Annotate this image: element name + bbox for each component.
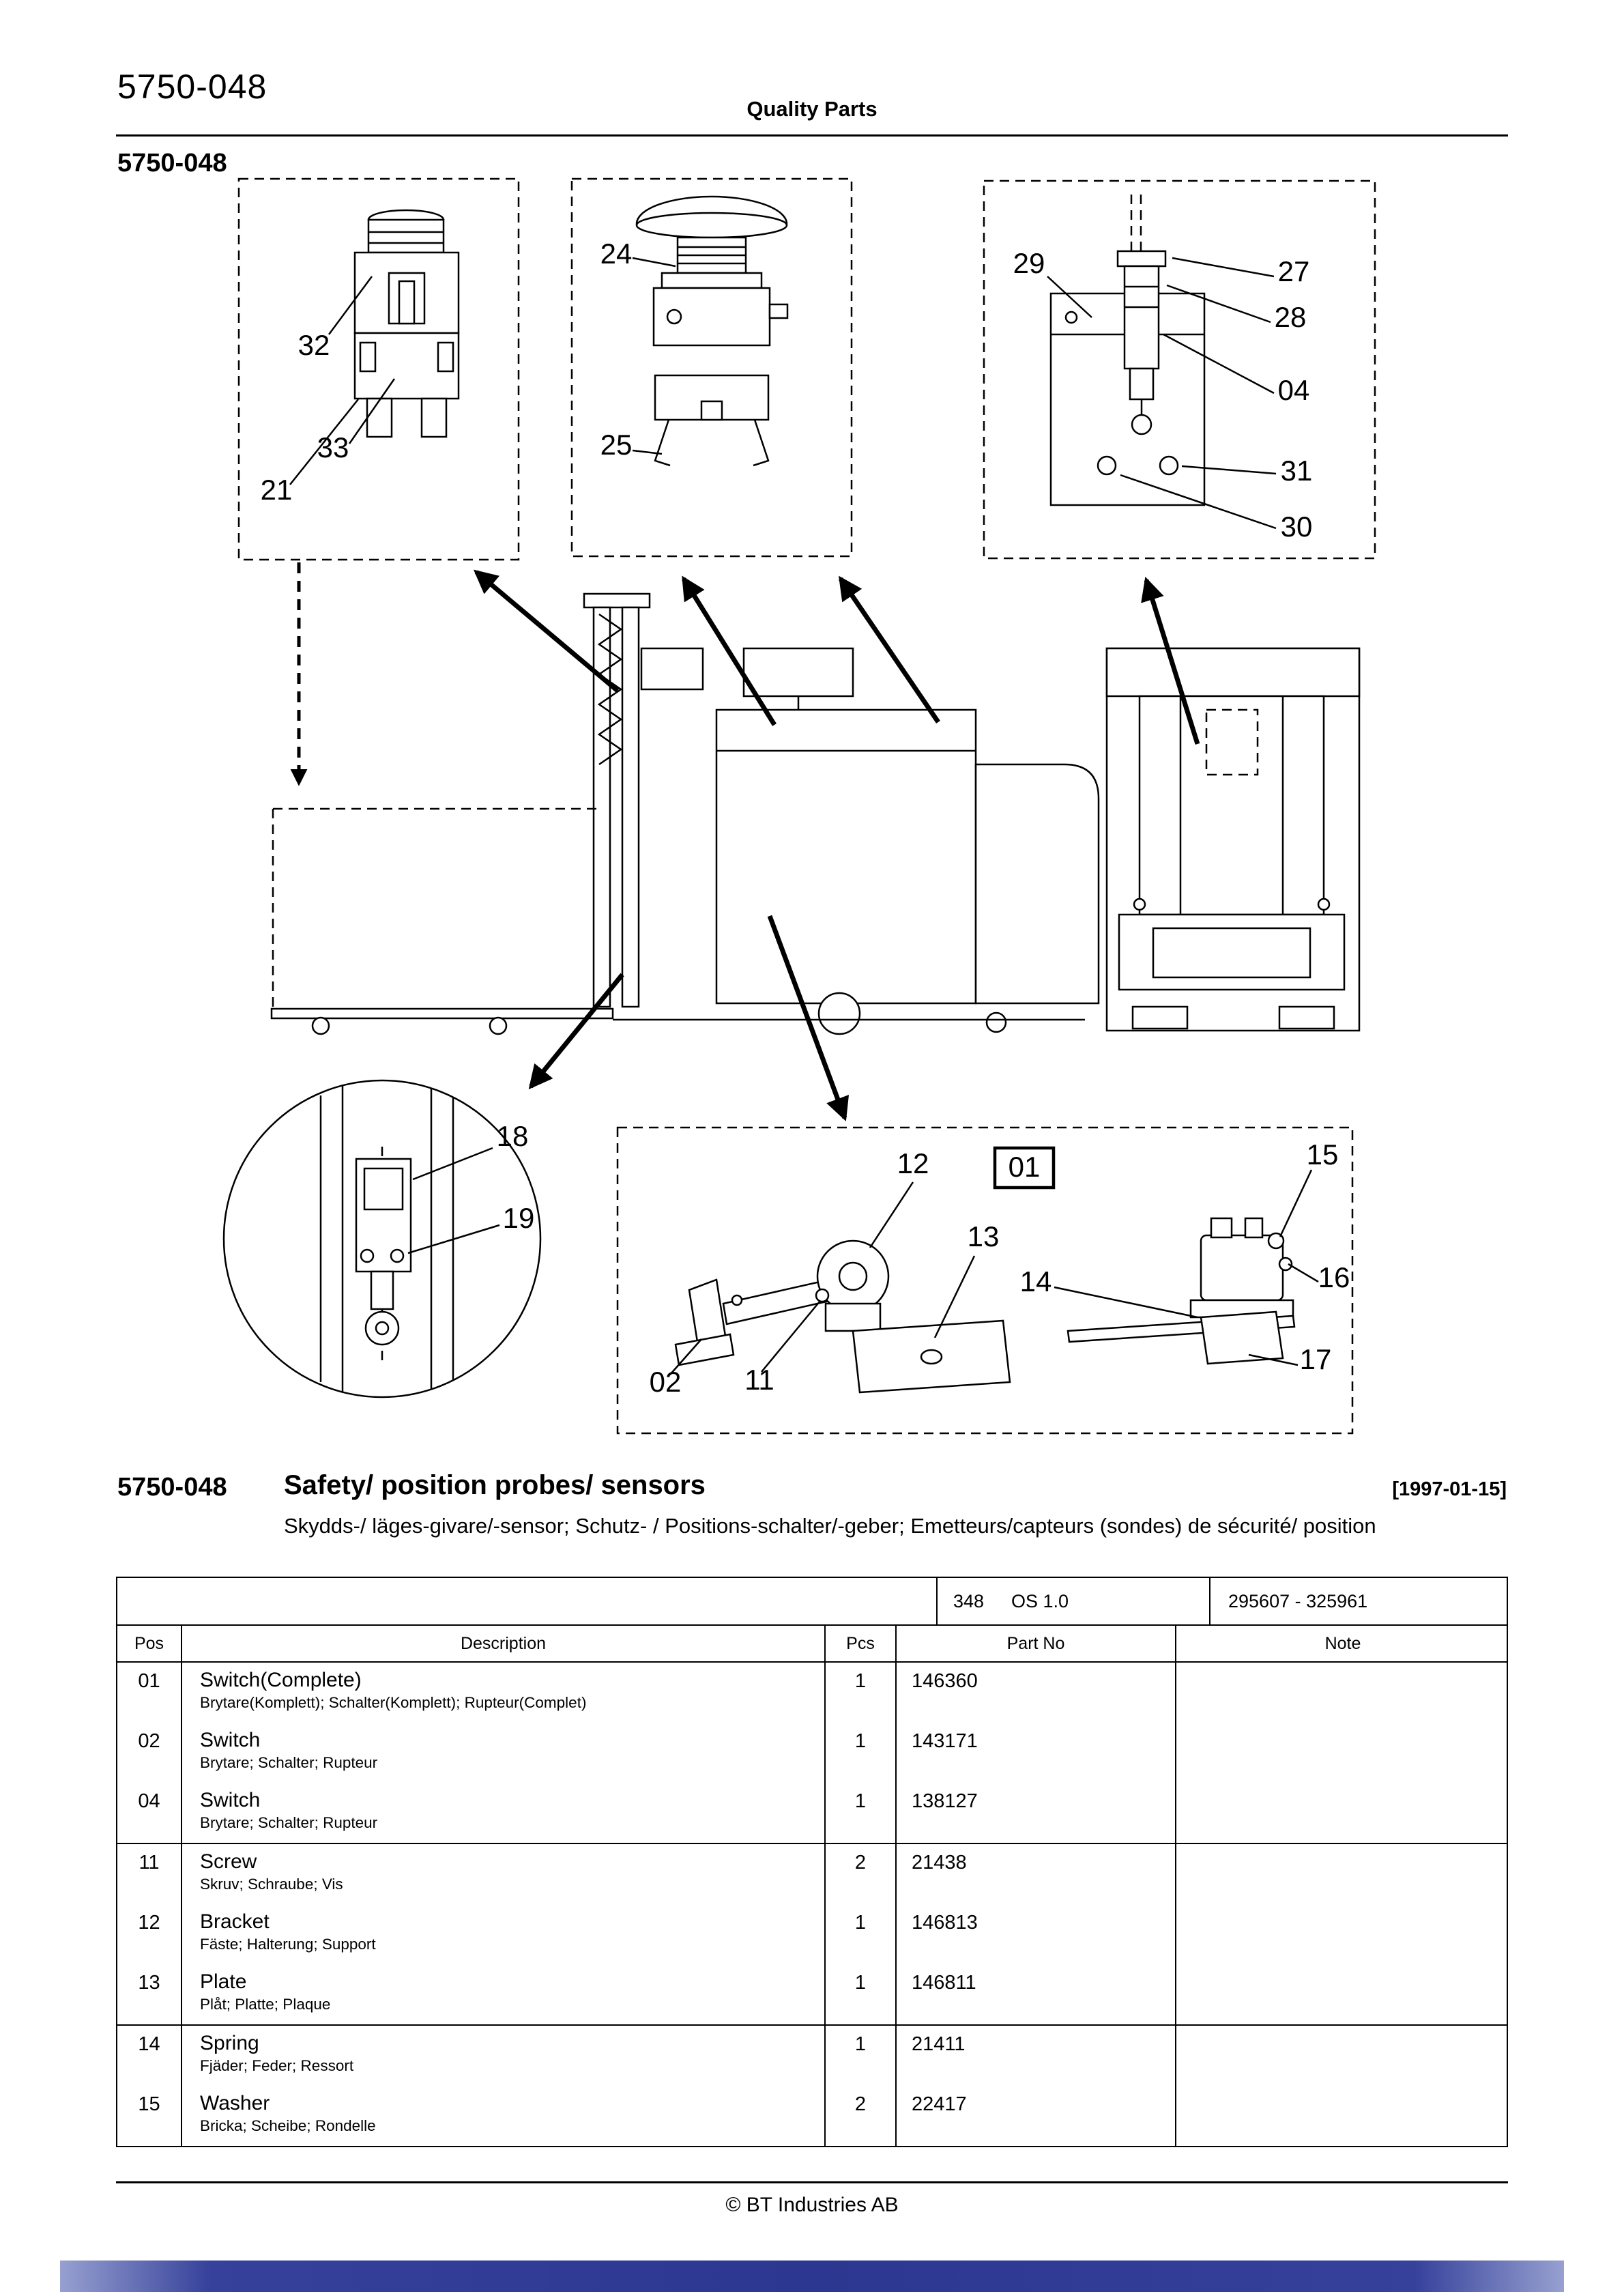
callout-25: 25 [600, 429, 633, 461]
row-part-no: 146360 [897, 1663, 1176, 1723]
row-description: Switch [200, 1729, 261, 1751]
truck-rear-view [1107, 648, 1359, 1031]
table-row [117, 1723, 1507, 1783]
table-group [117, 1843, 1507, 2024]
row-description-translations: Brytare(Komplett); Schalter(Komplett); Rupteur(Complet) [200, 1694, 587, 1711]
footer-bar [60, 2261, 1564, 2292]
table-row [117, 2026, 1507, 2086]
meta-divider [936, 1578, 938, 1624]
row-description-translations: Fjäder; Feder; Ressort [200, 2057, 354, 2074]
callout-14: 14 [1019, 1265, 1052, 1297]
row-pos: 13 [117, 1964, 182, 2024]
row-description-translations: Brytare; Schalter; Rupteur [200, 1754, 378, 1771]
row-description: Switch(Complete) [200, 1669, 362, 1691]
row-part-no: 143171 [897, 1723, 1176, 1783]
callout-02: 02 [649, 1366, 682, 1398]
table-row [117, 1783, 1507, 1843]
callout-17: 17 [1299, 1343, 1332, 1375]
col-header-pos: Pos [117, 1626, 182, 1661]
col-header-note: Note [1324, 1633, 1361, 1653]
callout-04: 04 [1277, 374, 1310, 406]
row-pos: 04 [117, 1783, 182, 1843]
callout-27: 27 [1277, 255, 1310, 287]
doc-number: 5750-048 [117, 68, 267, 106]
row-part-no: 146811 [897, 1964, 1176, 2024]
col-header-description: Description [182, 1626, 826, 1661]
header-title: Quality Parts [746, 97, 878, 121]
row-note [1176, 1783, 1509, 1843]
row-pos: 11 [117, 1844, 182, 1904]
header-divider [116, 134, 1508, 137]
detail-box-emergency-stop [572, 179, 852, 556]
parts-diagram [116, 171, 1508, 1447]
table-row [117, 1663, 1507, 1723]
row-pcs: 1 [826, 1783, 897, 1843]
section-subtitle: Skydds-/ läges-givare/-sensor; Schutz- / Positions-schalter/-geber; Emetteurs/capteurs (sondes) de sécurité/ position [284, 1514, 1376, 1538]
col-header-pcs: Pcs [826, 1626, 897, 1661]
row-pcs: 1 [826, 1904, 897, 1964]
table-meta-row [116, 1577, 1508, 1626]
row-description-translations: Bricka; Scheibe; Rondelle [200, 2117, 376, 2134]
row-pos: 14 [117, 2026, 182, 2086]
table-row [117, 1844, 1507, 1904]
truck-side-view [272, 594, 1099, 1034]
meta-divider [1209, 1578, 1210, 1624]
row-pos: 12 [117, 1904, 182, 1964]
row-description: Spring [200, 2032, 259, 2054]
callout-15: 15 [1306, 1138, 1339, 1171]
callout-24: 24 [600, 238, 633, 270]
row-note [1176, 1844, 1509, 1904]
footer-divider [116, 2181, 1508, 2183]
parts-table [116, 1577, 1508, 2147]
callout-11: 11 [744, 1364, 774, 1396]
row-pcs: 2 [826, 2086, 897, 2146]
detail-box-height-sensor [984, 181, 1375, 558]
model-number: 348 [953, 1591, 985, 1611]
row-note [1176, 1964, 1509, 2024]
row-note [1176, 2026, 1509, 2086]
callout-30: 30 [1280, 511, 1313, 543]
table-row [117, 1904, 1507, 1964]
row-description: Screw [200, 1850, 257, 1873]
detail-circle-mast-switch [224, 1080, 540, 1397]
row-part-no: 22417 [897, 2086, 1176, 2146]
callout-31: 31 [1280, 455, 1313, 487]
row-pos: 15 [117, 2086, 182, 2146]
detail-box-floor-switch [618, 1128, 1352, 1433]
figure-number: 5750-048 [117, 149, 227, 177]
row-note [1176, 1723, 1509, 1783]
row-pos: 02 [117, 1723, 182, 1783]
row-part-no: 21411 [897, 2026, 1176, 2086]
callout-13: 13 [967, 1220, 1000, 1252]
row-pos: 01 [117, 1663, 182, 1723]
row-part-no: 21438 [897, 1844, 1176, 1904]
table-group [117, 1663, 1507, 1843]
callout-33: 33 [317, 431, 349, 463]
row-description-translations: Brytare; Schalter; Rupteur [200, 1814, 378, 1831]
row-pcs: 1 [826, 1663, 897, 1723]
table-group [117, 2024, 1507, 2146]
row-pcs: 1 [826, 2026, 897, 2086]
row-description: Switch [200, 1789, 261, 1811]
callout-32: 32 [298, 329, 330, 361]
callout-16: 16 [1318, 1261, 1350, 1293]
callout-28: 28 [1274, 301, 1307, 333]
row-description: Bracket [200, 1910, 270, 1933]
callout-01: 01 [1008, 1151, 1041, 1183]
row-note [1176, 2086, 1509, 2146]
row-part-no: 146813 [897, 1904, 1176, 1964]
callout-12: 12 [897, 1147, 929, 1179]
callout-29: 29 [1013, 247, 1045, 279]
serial-range: 295607 - 325961 [1228, 1591, 1368, 1611]
row-note [1176, 1663, 1509, 1723]
row-description: Washer [200, 2092, 270, 2114]
os-version: OS 1.0 [1011, 1591, 1069, 1611]
callout-21: 21 [260, 474, 293, 506]
row-part-no: 138127 [897, 1783, 1176, 1843]
row-description-translations: Plåt; Platte; Plaque [200, 1996, 331, 2013]
table-row [117, 1964, 1507, 2024]
section-date: [1997-01-15] [1392, 1478, 1507, 1500]
callout-18: 18 [496, 1120, 529, 1152]
copyright-text: © BT Industries AB [725, 2194, 899, 2216]
row-note [1176, 1904, 1509, 1964]
row-description: Plate [200, 1970, 247, 1993]
row-description-translations: Skruv; Schraube; Vis [200, 1876, 343, 1893]
table-body [116, 1663, 1508, 2147]
table-row [117, 2086, 1507, 2146]
section-title: Safety/ position probes/ sensors [284, 1470, 706, 1500]
detail-box-limit-switch [239, 179, 519, 560]
table-header-row [116, 1626, 1508, 1663]
row-pcs: 1 [826, 1723, 897, 1783]
callout-19: 19 [502, 1202, 535, 1234]
row-pcs: 1 [826, 1964, 897, 2024]
row-description-translations: Fäste; Halterung; Support [200, 1936, 376, 1953]
col-header-part-no: Part No [897, 1626, 1176, 1661]
section-code: 5750-048 [117, 1473, 227, 1502]
row-pcs: 2 [826, 1844, 897, 1904]
